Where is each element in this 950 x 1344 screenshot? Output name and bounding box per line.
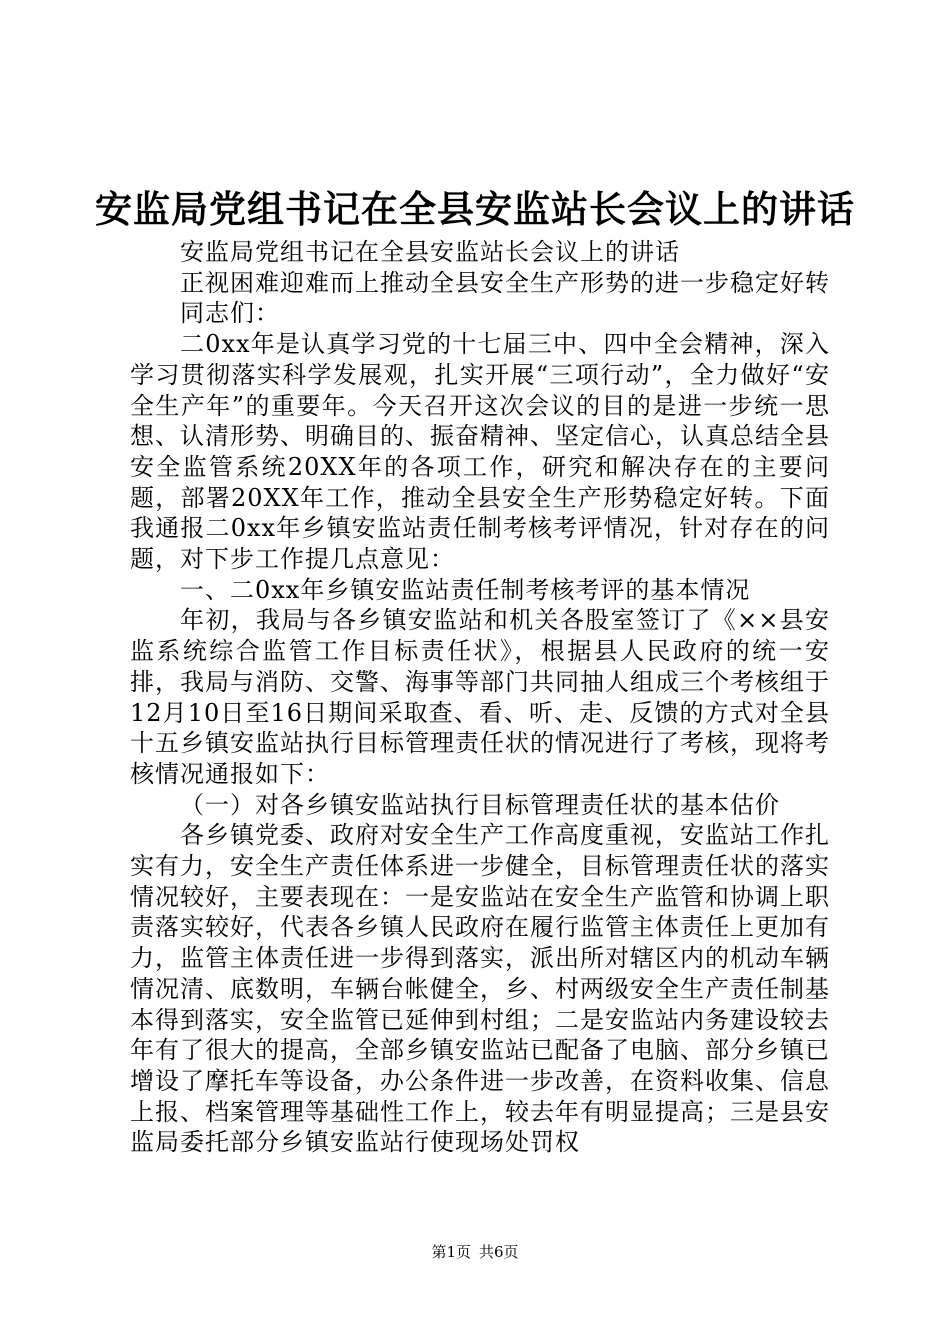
body-paragraph: 正视困难迎难而上推动全县安全生产形势的进一步稳定好转 (180, 268, 830, 297)
page-number: 第1页 (431, 1243, 471, 1261)
page-footer (0, 1242, 950, 1262)
body-paragraph: （一）对各乡镇安监站执行目标管理责任状的基本估价 (180, 790, 780, 819)
body-paragraph: 安监局党组书记在全县安监站长会议上的讲话 (180, 238, 680, 266)
body-paragraph: 同志们： (180, 299, 280, 328)
body-paragraph: 各乡镇党委、政府对安全生产工作高度重视，安监站工作扎实有力，安全生产责任体系进一步健全，目标管理责任状的落实情况较好，主要表现在：一是安监站在安全生产监管和协调上职责落实较好，代表各乡镇人民政府在履行监管主体责任上更加有力，监管主体责任进一步得到落实，派出所对辖区内的机动车辆情况清、底数明，车辆台帐健全，乡、村两级安全生产责任制基本得到落实，安全监管已延伸到村组；二是安监站内务建设较去年有了很大的提高，全部乡镇安监站已配备了电脑、部分乡镇已增设了摩托车等设备，办公条件进一步改善，在资料收集、信息上报、档案管理等基础性工作上，较去年有明显提高；三是县安监局委托部分乡镇安监站行使现场处罚权 (130, 821, 830, 1157)
page-total: 共6页 (479, 1243, 519, 1261)
body-paragraph: 年初，我局与各乡镇安监站和机关各股室签订了《××县安监系统综合监管工作目标责任状》，根据县人民政府的统一安排，我局与消防、交警、海事等部门共同抽人组成三个考核组于12月10日至16日期间采取查、看、听、走、反馈的方式对全县十五乡镇安监站执行目标管理责任状的情况进行了考核，现将考核情况通报如下： (130, 606, 830, 788)
body-paragraph: 一、二0xx年乡镇安监站责任制考核考评的基本情况 (180, 575, 751, 604)
document-body (130, 237, 830, 1158)
document-title: 安监局党组书记在全县安监站长会议上的讲话 (95, 187, 855, 231)
body-paragraph: 二0xx年是认真学习党的十七届三中、四中全会精神，深入学习贯彻落实科学发展观，扎实开展“三项行动”，全力做好“安全生产年”的重要年。今天召开这次会议的目的是进一步统一思想、认清形势、明确目的、振奋精神、坚定信心，认真总结全县安全监管系统20XX年的各项工作，研究和解决存在的主要问题，部署20XX年工作，推动全县安全生产形势稳定好转。下面我通报二0xx年乡镇安监站责任制考核考评情况，针对存在的问题，对下步工作提几点意见： (130, 330, 830, 574)
